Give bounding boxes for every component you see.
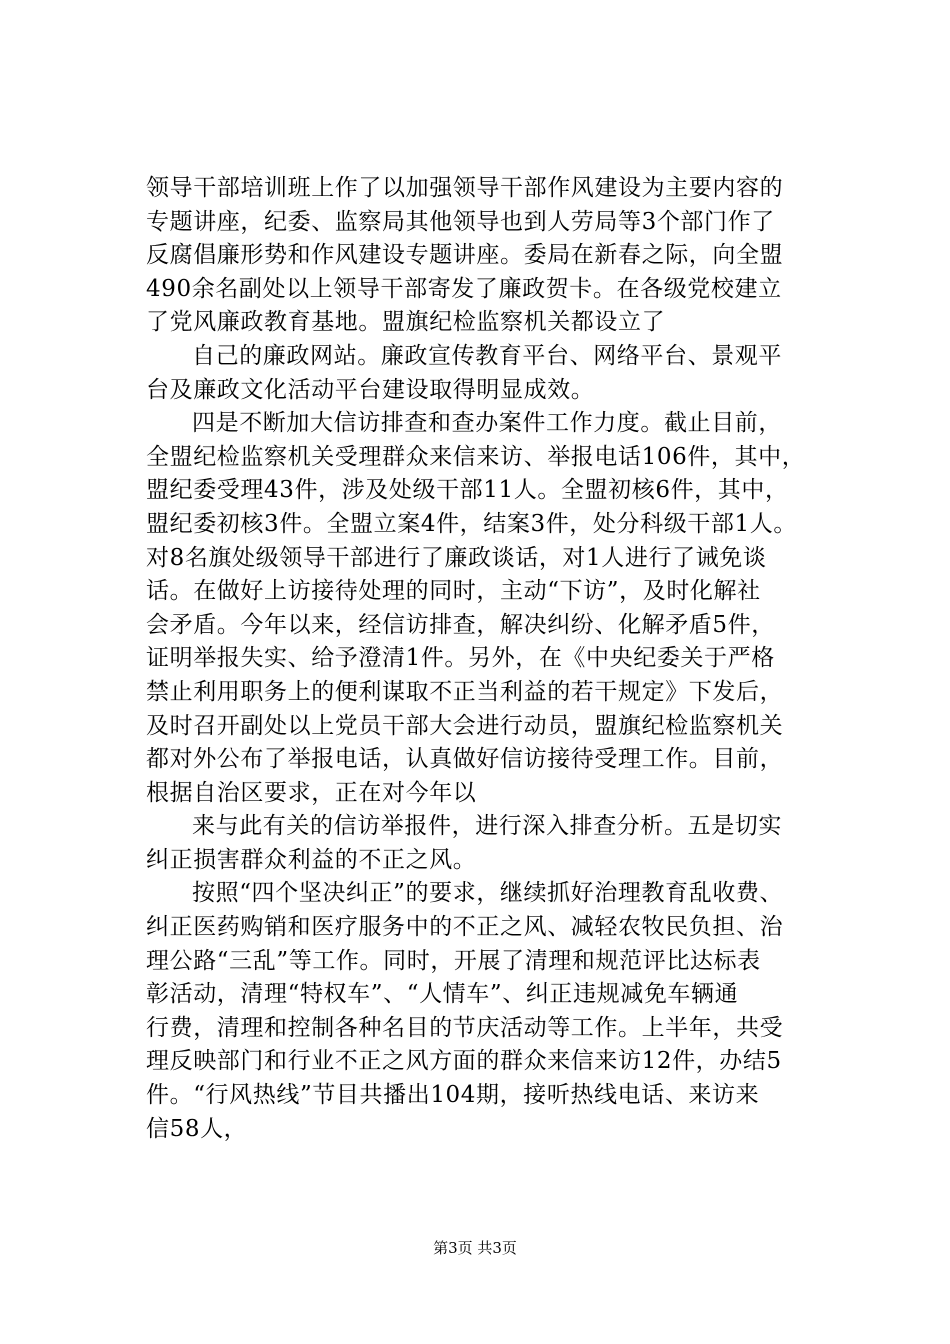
text-line: 盟纪委初核3件。全盟立案4件，结案3件，处分科级干部1人。 — [146, 510, 797, 537]
text-line: 件。“行风热线”节目共播出104期，接听热线电话、来访来 — [146, 1082, 760, 1109]
text-line: 证明举报失实、给予澄清1件。另外，在《中央纪委关于严格 — [146, 645, 775, 672]
text-line: 禁止利用职务上的便利谋取不正当利益的若干规定》下发后， — [146, 678, 784, 705]
text-line: 根据自治区要求，正在对今年以 — [146, 779, 477, 806]
text-line: 纠正损害群众利益的不正之风。 — [146, 846, 477, 873]
text-line: 行费，清理和控制各种名目的节庆活动等工作。上半年，共受 — [146, 1014, 784, 1041]
text-line: 490余名副处以上领导干部寄发了廉政贺卡。在各级党校建立 — [146, 275, 782, 302]
text-line: 反腐倡廉形势和作风建设专题讲座。委局在新春之际，向全盟 — [146, 242, 784, 269]
text-line: 话。在做好上访接待处理的同时，主动“下访”，及时化解社 — [146, 578, 761, 605]
text-line: 来与此有关的信访举报件，进行深入排查分析。五是切实 — [192, 813, 782, 840]
document-body — [146, 172, 811, 1146]
text-line: 盟纪委受理43件，涉及处级干部11人。全盟初核6件，其中， — [146, 477, 789, 504]
text-line: 理反映部门和行业不正之风方面的群众来信来访12件，办结5 — [146, 1048, 782, 1075]
text-line: 及时召开副处以上党员干部大会进行动员，盟旗纪检监察机关 — [146, 712, 784, 739]
page-footer — [0, 1238, 950, 1258]
text-line: 信58人， — [146, 1115, 248, 1142]
text-line: 了党风廉政教育基地。盟旗纪检监察机关都设立了 — [146, 309, 666, 336]
text-line: 都对外公布了举报电话，认真做好信访接待受理工作。目前， — [146, 746, 784, 773]
text-line: 四是不断加大信访排查和查办案件工作力度。截止目前， — [192, 410, 782, 437]
text-line: 理公路“三乱”等工作。同时，开展了清理和规范评比达标表 — [146, 947, 761, 974]
text-line: 纠正医药购销和医疗服务中的不正之风、减轻农牧民负担、治 — [146, 914, 784, 941]
text-line: 会矛盾。今年以来，经信访排查，解决纠纷、化解矛盾5件， — [146, 611, 775, 638]
text-line: 对8名旗处级领导干部进行了廉政谈话，对1人进行了诫免谈 — [146, 544, 767, 571]
text-line: 全盟纪检监察机关受理群众来信来访、举报电话106件，其中， — [146, 443, 806, 470]
text-line: 领导干部培训班上作了以加强领导干部作风建设为主要内容的 — [146, 175, 784, 201]
text-line: 专题讲座，纪委、监察局其他领导也到人劳局等3个部门作了 — [146, 208, 775, 235]
text-line: 按照“四个坚决纠正”的要求，继续抓好治理教育乱收费、 — [192, 880, 784, 907]
page-number-label: 第3页 共3页 — [433, 1239, 517, 1257]
text-line: 彰活动，清理“特权车”、“人情车”、纠正违规减免车辆通 — [146, 981, 739, 1008]
text-line: 台及廉政文化活动平台建设取得明显成效。 — [146, 376, 595, 403]
text-line: 自己的廉政网站。廉政宣传教育平台、网络平台、景观平 — [192, 342, 782, 369]
